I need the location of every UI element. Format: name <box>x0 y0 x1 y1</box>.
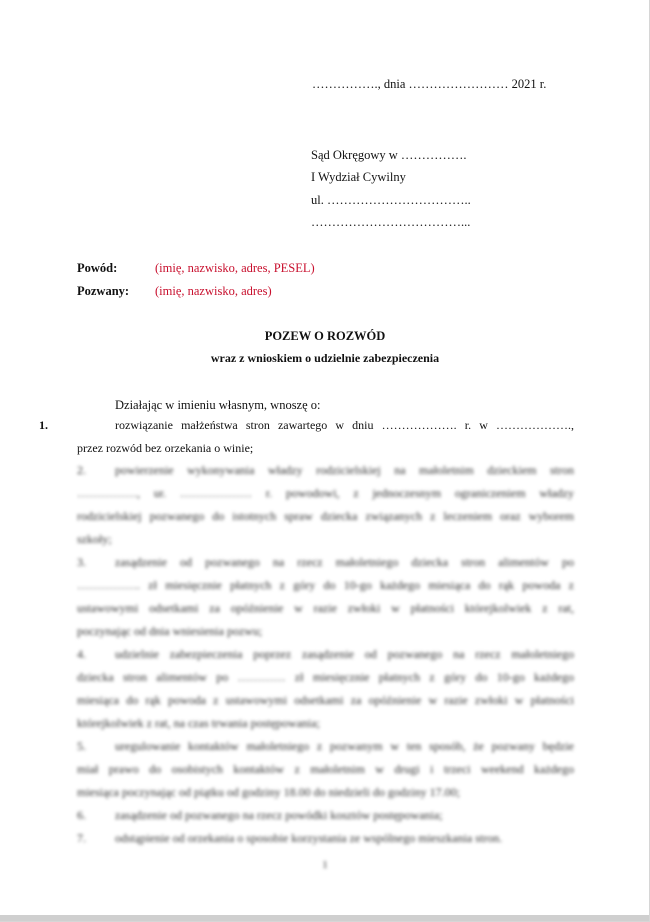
item-number: 2. <box>77 463 86 477</box>
item-line: udzielnie zabezpieczenia poprzez zasądzenie od pozwanego na rzecz małoletniego <box>115 647 574 661</box>
item-line: którejkolwiek z rat, na czas trwania postępowania; <box>77 716 320 730</box>
place-date-line: ……………., dnia …………………… 2021 r. <box>312 77 547 91</box>
court-city: ………………………………... <box>311 215 471 229</box>
plaintiff-label: Powód: <box>77 261 118 275</box>
item-line: ……………, ur. ……………… r. powodowi, z jednoczesnym ograniczeniem władzy <box>77 486 574 500</box>
item-line: miał prawo do osobistych kontaktów z małoletnim w drugi i trzeci weekend każdego <box>77 762 574 776</box>
court-street: ul. …………………………….. <box>311 193 471 207</box>
item-line: przez rozwód bez orzekania o winie; <box>77 441 254 455</box>
item-line: odstąpienie od orzekania o sposobie korzystania ze wspólnego mieszkania stron. <box>115 831 503 845</box>
list-item <box>77 643 574 735</box>
page-bottom-edge <box>0 915 649 921</box>
list-item <box>77 551 574 643</box>
item-line: dziecka stron alimentów po ………… zł miesięcznie płatnych z góry do 10-go każdego <box>77 670 574 684</box>
plaintiff-value: (imię, nazwisko, adres, PESEL) <box>155 261 315 275</box>
item-number: 7. <box>77 831 86 845</box>
document-subtitle: wraz z wnioskiem o udzielnie zabezpieczenia <box>210 351 440 365</box>
item-number: 6. <box>77 808 86 822</box>
item-number: 4. <box>77 647 86 661</box>
list-item <box>39 414 574 460</box>
intro-text: Działając w imieniu własnym, wnoszę o: <box>115 398 321 412</box>
item-number: 1. <box>39 418 48 432</box>
list-item <box>77 459 574 551</box>
court-division: I Wydział Cywilny <box>311 170 406 184</box>
item-line: ……………. zł miesięcznie płatnych z góry do 10-go każdego miesiąca do rąk powoda z <box>77 578 574 592</box>
item-line: powierzenie wykonywania władzy rodzicielskiej na małoletnim dzieckiem stron <box>115 463 574 477</box>
item-line: zasądzenie od pozwanego na rzecz małoletniego dziecka stron alimentów po <box>115 555 574 569</box>
item-line: szkoły; <box>77 532 112 546</box>
defendant-value: (imię, nazwisko, adres) <box>155 284 272 298</box>
item-line: miesiąca do rąk powoda z ustawowymi odsetkami za opóźnienie w razie zwłoki w płatności <box>77 693 574 707</box>
list-item <box>77 735 574 804</box>
item-line: rodzicielskiej pozwanego do istotnych spraw dziecka związanych z leczeniem oraz wyborem <box>77 509 574 523</box>
item-line: ustawowymi odsetkami za opóźnienie w razie zwłoki w płatności którejkolwiek z rat, <box>77 601 574 615</box>
page-number: 1 <box>322 859 328 871</box>
item-line: miesiąca poczynając od piątku od godziny 18.00 do niedzieli do godziny 17.00; <box>77 785 460 799</box>
document-title: POZEW O ROZWÓD <box>264 329 386 343</box>
court-name: Sąd Okręgowy w ……………. <box>311 148 467 162</box>
list-item <box>77 804 574 827</box>
item-line: uregulowanie kontaktów małoletniego z pozwanym w ten sposób, że pozwany będzie <box>115 739 574 753</box>
item-number: 3. <box>77 555 86 569</box>
list-item <box>77 827 574 850</box>
defendant-label: Pozwany: <box>77 284 130 298</box>
item-line: zasądzenie od pozwanego na rzecz powódki kosztów postępowania; <box>115 808 443 822</box>
item-line: poczynając od dnia wniesienia pozwu; <box>77 624 263 638</box>
item-line: rozwiązanie małżeństwa stron zawartego w dniu ………………. r. w ………………., <box>115 418 574 432</box>
item-number: 5. <box>77 739 86 753</box>
